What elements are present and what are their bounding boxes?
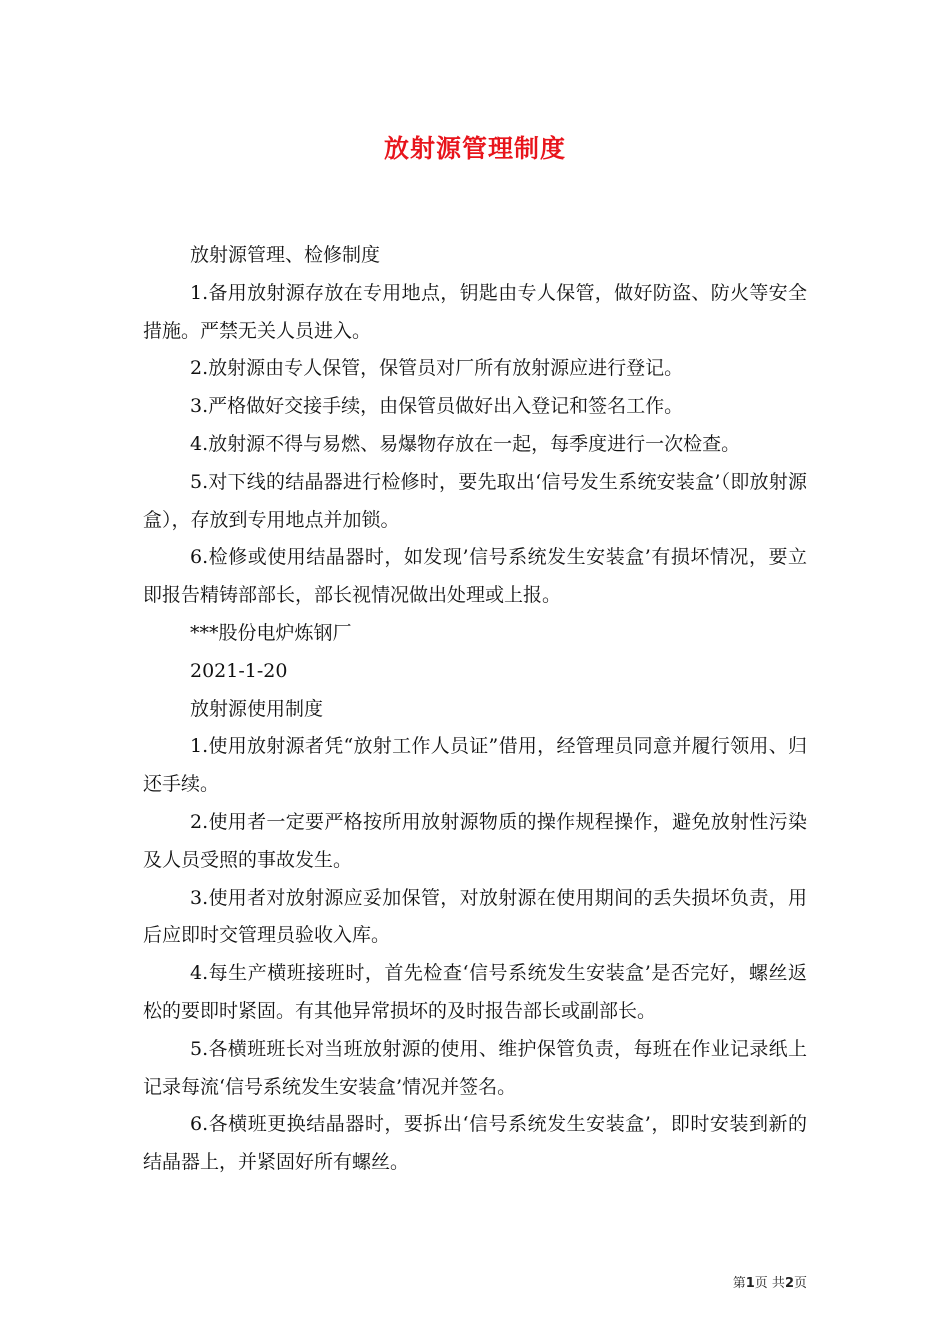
paragraph: 2.放射源由专人保管，保管员对厂所有放射源应进行登记。 — [190, 357, 684, 380]
current-page-number: 1 — [745, 1276, 755, 1291]
paragraph: 5.各横班班长对当班放射源的使用、维护保管负责，每班在作业记录纸上记录每流‘信号系统发生安装盒’情况并签名。 — [143, 1037, 807, 1098]
section-heading-maintenance: 放射源管理、检修制度 — [190, 244, 381, 266]
paragraph: 6.各横班更换结晶器时，要拆出‘信号系统发生安装盒’，即时安装到新的结晶器上，并紧固好所有螺丝。 — [143, 1113, 807, 1174]
paragraph: 2.使用者一定要严格按所用放射源物质的操作规程操作，避免放射性污染及人员受照的事故发生。 — [143, 810, 807, 871]
section-heading-usage: 放射源使用制度 — [190, 697, 324, 720]
paragraph: 4.每生产横班接班时，首先检查‘信号系统发生安装盒’是否完好，螺丝返松的要即时紧固。有其他异常损坏的及时报告部长或副部长。 — [143, 962, 807, 1022]
paragraph: 3.使用者对放射源应妥加保管，对放射源在使用期间的丢失损坏负责，用后应即时交管理员验收入库。 — [143, 886, 807, 947]
paragraph: 1.备用放射源存放在专用地点，钥匙由专人保管，做好防盗、防火等安全措施。严禁无关人员进入。 — [143, 281, 807, 342]
footer-suffix: 页 — [793, 1276, 807, 1291]
footer-prefix: 第 — [732, 1276, 746, 1291]
footer-middle: 页 共 — [754, 1276, 785, 1291]
document-title: 放射源管理制度 — [383, 134, 566, 163]
paragraph: 6.检修或使用结晶器时，如发现’信号系统发生安装盒’有损坏情况，要立即报告精铸部部长，部长视情况做出处理或上报。 — [143, 546, 807, 607]
paragraph: 3.严格做好交接手续，由保管员做好出入登记和签名工作。 — [190, 395, 684, 418]
paragraph: 4.放射源不得与易燃、易爆物存放在一起，每季度进行一次检查。 — [190, 432, 741, 455]
paragraph: 5.对下线的结晶器进行检修时，要先取出‘信号发生系统安装盒’（即放射源盒），存放到专用地点并加锁。 — [143, 470, 807, 531]
signature-date: 2021-1-20 — [190, 659, 288, 682]
paragraph: 1.使用放射源者凭“放射工作人员证”借用，经管理员同意并履行领用、归还手续。 — [143, 735, 807, 796]
total-page-count: 2 — [784, 1276, 794, 1291]
document-body — [143, 237, 807, 1182]
signature-organization: ***股份电炉炼钢厂 — [190, 621, 352, 644]
page-number-footer — [733, 1272, 807, 1291]
